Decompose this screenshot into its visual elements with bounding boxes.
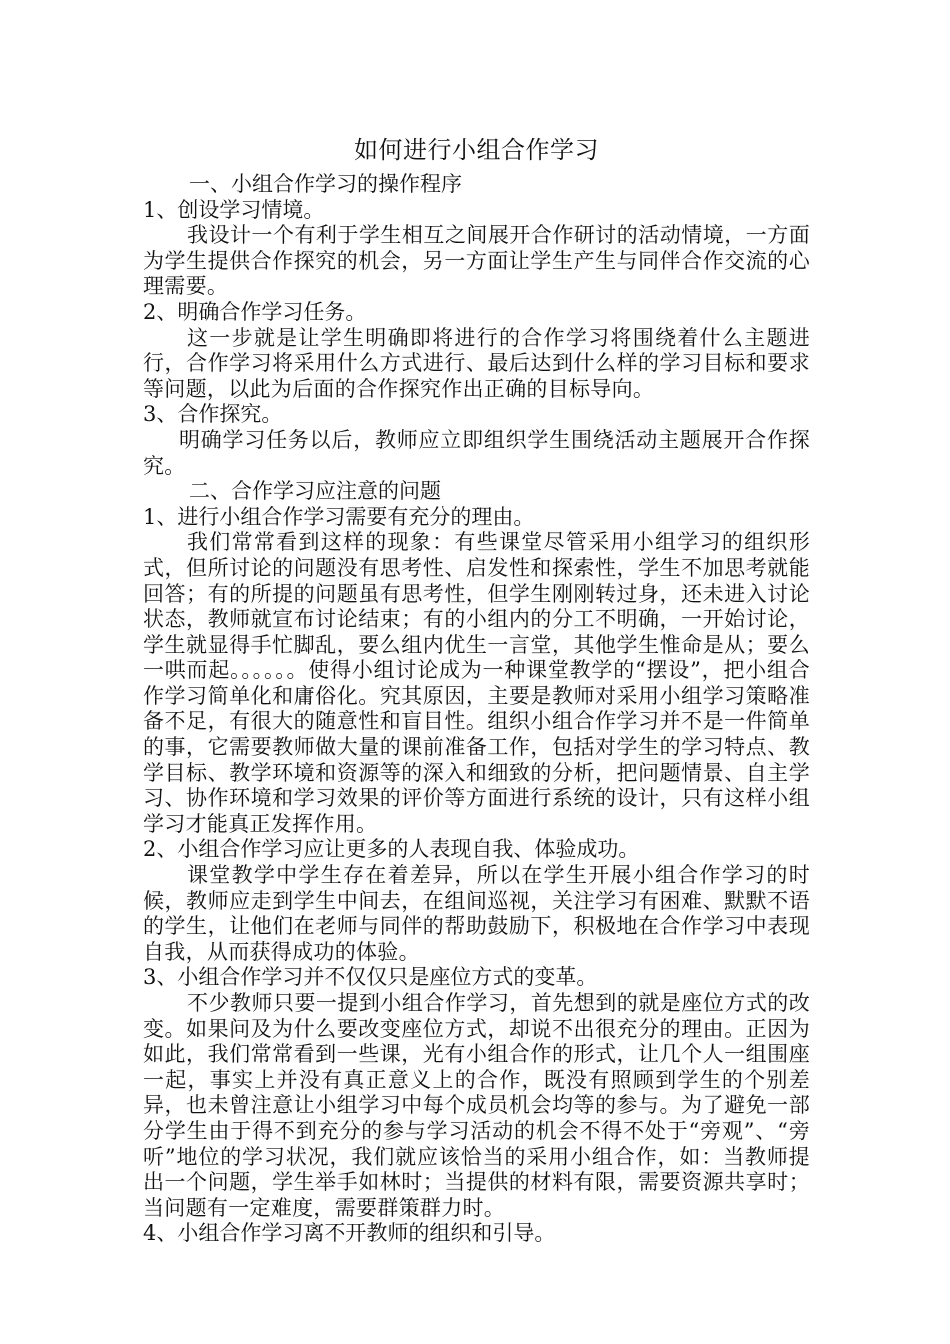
paragraph-express-self: 课堂教学中学生存在着差异，所以在学生开展小组合作学习的时候，教师应走到学生中间去，在组间巡视，关注学习有困难、默默不语的学生，让他们在老师与同伴的帮助鼓励下，积极地在合作学习中表现自我，从而获得成功的体验。 bbox=[143, 863, 810, 964]
document-body bbox=[143, 130, 810, 1247]
paragraph-clarify-task: 这一步就是让学生明确即将进行的合作学习将围绕着什么主题进行，合作学习将采用什么方式进行、最后达到什么样的学习目标和要求等问题，以此为后面的合作探究作出正确的目标导向。 bbox=[143, 325, 810, 401]
item-heading-teacher-guidance: 4、小组合作学习离不开教师的组织和引导。 bbox=[143, 1221, 556, 1246]
item-heading-clarify-task: 2、明确合作学习任务。 bbox=[143, 299, 367, 324]
document-title: 如何进行小组合作学习 bbox=[354, 136, 599, 164]
item-heading-cooperative-inquiry: 3、合作探究。 bbox=[143, 402, 283, 427]
paragraph-cooperative-inquiry: 明确学习任务以后，教师应立即组织学生围绕活动主题展开合作探究。 bbox=[143, 427, 810, 478]
paragraph-sufficient-reason: 我们常常看到这样的现象：有些课堂尽管采用小组学习的组织形式，但所讨论的问题没有思考性、启发性和探索性，学生不加思考就能回答；有的所提的问题虽有思考性，但学生刚刚转过身，还未进入讨论状态，教师就宣布讨论结束；有的小组内的分工不明确，一开始讨论，学生就显得手忙脚乱，要么组内优生一言堂，其他学生惟命是从；要么一哄而起。。。。。。使得小组讨论成为一种课堂教学的“摆设”，把小组合作学习简单化和庸俗化。究其原因，主要是教师对采用小组学习策略准备不足，有很大的随意性和盲目性。组织小组合作学习并不是一件简单的事，它需要教师做大量的课前准备工作，包括对学生的学习特点、教学目标、教学环境和资源等的深入和细致的分析，把问题情景、自主学习、协作环境和学习效果的评价等方面进行系统的设计，只有这样小组学习才能真正发挥作用。 bbox=[143, 530, 810, 836]
paragraph-create-situation: 我设计一个有利于学生相互之间展开合作研讨的活动情境，一方面为学生提供合作探究的机会，另一方面让学生产生与同伴合作交流的心理需要。 bbox=[143, 223, 810, 299]
item-heading-sufficient-reason: 1、进行小组合作学习需要有充分的理由。 bbox=[143, 504, 535, 529]
paragraph-seating-change: 不少教师只要一提到小组合作学习，首先想到的就是座位方式的改变。如果问及为什么要改变座位方式，却说不出很充分的理由。正因为如此，我们常常看到一些课，光有小组合作的形式，让几个人一组围座一起，事实上并没有真正意义上的合作，既没有照顾到学生的个别差异，也未曾注意让小组学习中每个成员机会均等的参与。为了避免一部分学生由于得不到充分的参与学习活动的机会不得不处于“旁观”、“旁听”地位的学习状况，我们就应该恰当的采用小组合作，如：当教师提出一个问题，学生举手如林时；当提供的材料有限，需要资源共享时；当问题有一定难度，需要群策群力时。 bbox=[143, 991, 810, 1220]
item-heading-create-situation: 1、创设学习情境。 bbox=[143, 197, 325, 222]
section-heading-issues: 二、合作学习应注意的问题 bbox=[189, 479, 441, 504]
item-heading-seating-change: 3、小组合作学习并不仅仅只是座位方式的变革。 bbox=[143, 965, 598, 990]
section-heading-operation-procedure: 一、小组合作学习的操作程序 bbox=[189, 172, 462, 196]
item-heading-express-self: 2、小组合作学习应让更多的人表现自我、体验成功。 bbox=[143, 837, 640, 862]
